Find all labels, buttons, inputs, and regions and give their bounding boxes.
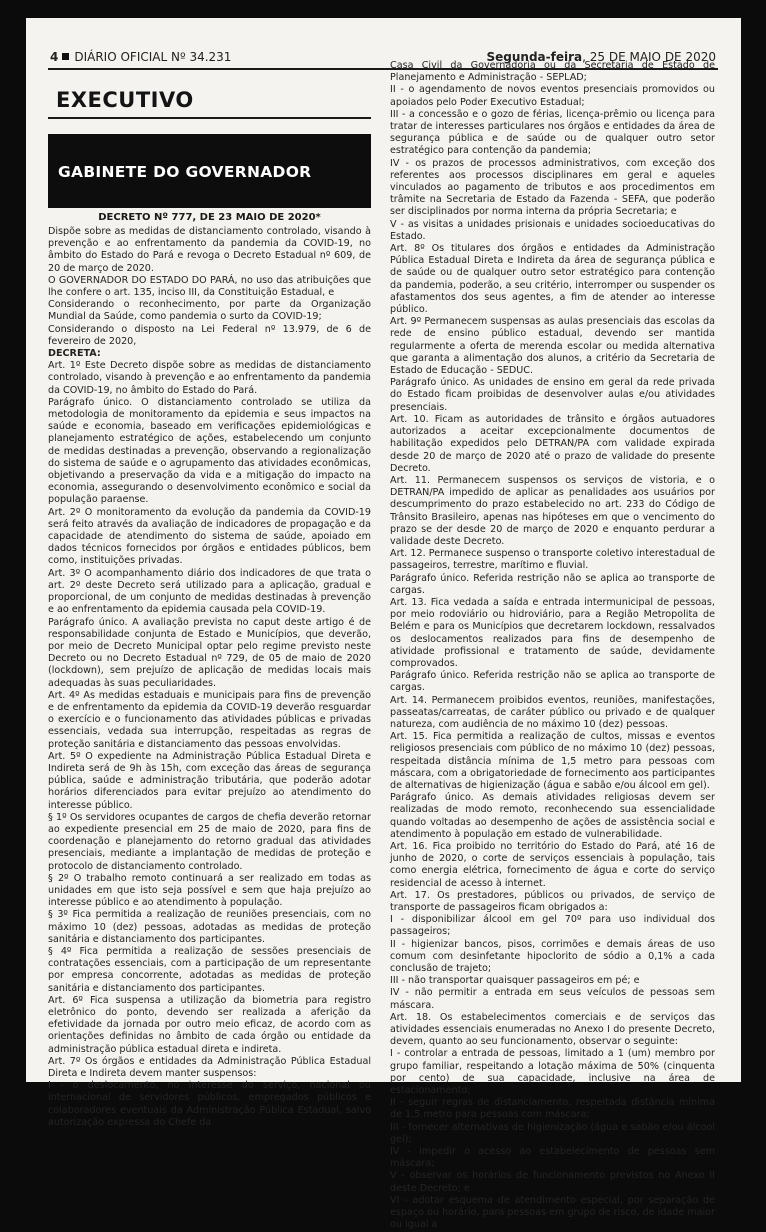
right-column-paragraph: I - disponibilizar álcool em gel 70º para uso individual dos passageiros; xyxy=(390,914,715,938)
right-column-paragraph: III - não transportar quaisquer passageiros em pé; e xyxy=(390,975,640,987)
left-column-paragraph: Art. 7º Os órgãos e entidades da Administração Pública Estadual Direta e Indireta devem manter suspensos: xyxy=(48,1055,371,1080)
right-column-paragraph: Art. 9º Permanecem suspensas as aulas presenciais das escolas da rede de ensino público estadual, devendo ser mantida regularmente a oferta de merenda escolar ou medida alternativa que garanta a alimentação dos alunos, a critério da Secretaria de Estado de Educação - SEDUC. xyxy=(390,316,715,377)
right-column-paragraph: I - controlar a entrada de pessoas, limitado a 1 (um) membro por grupo familiar, respeitando a lotação máxima de 50% (cinquenta por cento) de sua capacidade, inclusive na área de estacionamento; xyxy=(390,1048,715,1097)
right-column-body xyxy=(390,60,715,1232)
square-bullet-icon xyxy=(62,53,69,60)
left-column-paragraph: § 2º O trabalho remoto continuará a ser realizado em todas as unidades em que isto seja possível e sem que haja prejuízo ao interesse público e ao atendimento à população. xyxy=(48,872,371,909)
right-column-paragraph: Art. 17. Os prestadores, públicos ou privados, de serviço de transporte de passageiros ficam obrigados a: xyxy=(390,889,715,914)
left-column-paragraph: Considerando o disposto na Lei Federal nº 13.979, de 6 de fevereiro de 2020, xyxy=(48,323,371,347)
department-title: GABINETE DO GOVERNADOR xyxy=(58,163,312,181)
left-column-paragraph: Art. 2º O monitoramento da evolução da pandemia da COVID-19 será feito através da avaliação de indicadores de propagação e da capacidade de atendimento do sistema de saúde, apoiado em dados técnicos fornecidos por órgãos e entidades públicos, bem como, instituições privadas. xyxy=(48,506,371,567)
right-column-paragraph: Art. 11. Permanecem suspensos os serviços de vistoria, e o DETRAN/PA impedido de aplicar as penalidades aos usuários por descumprimento do prazo estabelecido no art. 233 do Código de Trânsito Brasileiro, apenas nas hipóteses em que o vencimento do prazo se der desde 20 de março de 2020 e enquanto perdurar a validade deste Decreto. xyxy=(390,474,715,547)
right-column-paragraph: IV - impedir o acesso ao estabelecimento de pessoas sem máscara; xyxy=(390,1146,715,1170)
right-column-paragraph: Art. 13. Fica vedada a saída e entrada intermunicipal de pessoas, por meio rodoviário ou hidroviário, para a Região Metropolita de Belém e para os Municípios que decretarem lockdown, ressalvados os deslocamentos realizados para fins de desempenho de atividade profissional e tratamento de saúde, devidamente comprovados. xyxy=(390,596,715,669)
right-column-paragraph: Art. 10. Ficam as autoridades de trânsito e órgãos autuadores autorizados a aceitar excepcionalmente documentos de habilitação expedidos pelo DETRAN/PA com validade expirada desde 20 de março de 2020 até o prazo de validade do presente Decreto. xyxy=(390,413,715,474)
section-title: EXECUTIVO xyxy=(56,88,194,112)
left-column-body xyxy=(48,226,371,1129)
right-column-paragraph: IV - os prazos de processos administrativos, com exceção dos referentes aos processos disciplinares em geral e aqueles vinculados ao pagamento de tributos e aos procedimentos em trâmite na Secretaria de Estado da Fazenda - SEFA, que poderão ser disciplinados por norma interna da própria Secretaria; e xyxy=(390,157,715,218)
publication-name: DIÁRIO OFICIAL Nº 34.231 xyxy=(74,50,232,64)
right-column-paragraph: Parágrafo único. As unidades de ensino em geral da rede privada do Estado ficam proibidas de desenvolver aulas e/ou atividades presenciais. xyxy=(390,377,715,413)
right-column-paragraph: Art. 14. Permanecem proibidos eventos, reuniões, manifestações, passeatas/carreatas, de caráter público ou privado e de qualquer natureza, com audiência de no máximo 10 (dez) pessoas. xyxy=(390,694,715,730)
header-weekday: Segunda-feira xyxy=(486,50,583,64)
right-column-paragraph: V - observar os horários de funcionamento previstos no Anexo II deste Decreto; e xyxy=(390,1170,715,1194)
decree-title: DECRETO Nº 777, DE 23 MAIO DE 2020* xyxy=(98,212,321,223)
left-column-paragraph: I - o deslocamento, no interesse do serviço, nacional ou internacional de servidores públicos, empregados públicos e colaboradores eventuais da Administração Pública Estadual, salvo autorização expressa do Chefe da xyxy=(48,1080,371,1128)
left-column-paragraph: Art. 6º Fica suspensa a utilização da biometria para registro eletrônico do ponto, devendo ser realizada a aferição da efetividade da jornada por outro meio eficaz, de acordo com as orientações definidas no âmbito de cada órgão ou entidade da administração pública estadual direta e indireta. xyxy=(48,994,371,1055)
left-column-paragraph: Art. 5º O expediente na Administração Pública Estadual Direta e Indireta será de 9h às 15h, com exceção das áreas de segurança pública, saúde e administração tributária, que poderão adotar horários diferenciados para evitar prejuízo ao atendimento do interesse público. xyxy=(48,750,371,811)
left-column-paragraph: Dispõe sobre as medidas de distanciamento controlado, visando à prevenção e ao enfrentamento da pandemia da COVID-19, no âmbito do Estado do Pará e revoga o Decreto Estadual nº 609, de 20 de março de 2020. xyxy=(48,226,371,274)
right-column-paragraph: Art. 16. Fica proibido no território do Estado do Pará, até 16 de junho de 2020, o corte de serviços essenciais à população, tais como energia elétrica, fornecimento de água e corte do serviço residencial de acesso à internet. xyxy=(390,841,715,889)
right-column-paragraph: II - o agendamento de novos eventos presenciais promovidos ou apoiados pelo Poder Executivo Estadual; xyxy=(390,84,715,108)
left-column-paragraph: Parágrafo único. O distanciamento controlado se utiliza da metodologia de monitoramento da epidemia e seus impactos na saúde e economia, baseado em verificações epidemiológicas e planejamento estratégico de ações, estabelecendo um conjunto de medidas destinadas a prevenção, observando a regionalização do sistema de saúde e o agrupamento das atividades econômicas, objetivando a preservação da vida e a mitigação do impacto na economia, assegurando o desenvolvimento econômico e social da população paraense. xyxy=(48,396,371,506)
left-column-paragraph: Art. 3º O acompanhamento diário dos indicadores de que trata o art. 2º deste Decreto será utilizado para a aplicação, gradual e proporcional, de um conjunto de medidas destinadas à prevenção e ao enfrentamento da epidemia causada pela COVID-19. xyxy=(48,567,371,616)
right-column-paragraph: III - fornecer alternativas de higienização (água e sabão e/ou álcool gel); xyxy=(390,1121,715,1145)
right-column-paragraph: Art. 8º Os titulares dos órgãos e entidades da Administração Pública Estadual Direta e Indireta da área de segurança pública e de saúde ou de qualquer outro setor estratégico para contenção da pandemia, poderão, a seu critério, interromper ou suspender os afastamentos dos seus agentes, a fim de atender ao interesse público. xyxy=(390,243,715,316)
right-column-paragraph: Parágrafo único. Referida restrição não se aplica ao transporte de cargas. xyxy=(390,572,715,596)
department-banner xyxy=(48,134,371,208)
right-column-paragraph: III - a concessão e o gozo de férias, licença-prêmio ou licença para tratar de interesses particulares nos órgãos e entidades da área de segurança pública e de saúde ou de qualquer outro setor estratégico para contenção da pandemia; xyxy=(390,108,715,157)
right-column-paragraph: IV - não permitir a entrada em seus veículos de pessoas sem máscara. xyxy=(390,987,715,1011)
left-column-paragraph: § 3º Fica permitida a realização de reuniões presenciais, com no máximo 10 (dez) pessoas, adotadas as medidas de proteção sanitária e distanciamento dos participantes. xyxy=(48,909,371,945)
right-column-paragraph: VI - adotar esquema de atendimento especial, por separação de espaço ou horário, para pessoas em grupo de risco, de idade maior ou igual a xyxy=(390,1194,715,1231)
section-title-rule xyxy=(48,117,371,119)
left-column-paragraph: § 1º Os servidores ocupantes de cargos de chefia deverão retornar ao expediente presencial em 25 de maio de 2020, para fins de coordenação e planejamento do retorno gradual das atividades presenciais, mediante a implantação de medidas de proteção e protocolo de distanciamento controlado. xyxy=(48,811,371,872)
header-date: , 25 DE MAIO DE 2020 xyxy=(582,50,716,64)
right-column-paragraph: Art. 18. Os estabelecimentos comerciais e de serviços das atividades essenciais enumeradas no Anexo I do presente Decreto, devem, quanto ao seu funcionamento, observar o seguinte: xyxy=(390,1011,715,1048)
left-column-paragraph: O GOVERNADOR DO ESTADO DO PARÁ, no uso das atribuições que lhe confere o art. 135, inciso III, da Constituição Estadual, e xyxy=(48,274,371,299)
right-column-paragraph: II - higienizar bancos, pisos, corrimões e demais áreas de uso comum com desinfetante hipoclorito de sódio a 0,1% a cada conclusão de trajeto; xyxy=(390,938,715,975)
newspaper-page xyxy=(26,18,741,1231)
left-column-paragraph: Considerando o reconhecimento, por parte da Organização Mundial da Saúde, como pandemia o surto da COVID-19; xyxy=(48,299,371,323)
left-column-paragraph: Art. 4º As medidas estaduais e municipais para fins de prevenção e de enfrentamento da epidemia da COVID-19 deverão resguardar o exercício e o funcionamento das atividades públicas e privadas essenciais, vedada sua interrupção, respeitadas as regras de proteção sanitária e distanciamento das pessoas envolvidas. xyxy=(48,689,371,750)
left-column-paragraph: Parágrafo único. A avaliação prevista no caput deste artigo é de responsabilidade conjunta de Estado e Municípios, que deverão, por meio de Decreto Municipal optar pelo regime previsto neste Decreto ou no Decreto Estadual nº 729, de 05 de maio de 2020 (lockdown), sem prejuízo de aplicação de medidas locais mais adequadas às suas peculiaridades. xyxy=(48,616,371,689)
right-column-paragraph: II - seguir regras de distanciamento, respeitada distância mínima de 1,5 metro para pessoas com máscara; xyxy=(390,1097,715,1121)
right-column-paragraph: Art. 12. Permanece suspenso o transporte coletivo interestadual de passageiros, terrestre, marítimo e fluvial. xyxy=(390,548,715,572)
left-column-paragraph: DECRETA: xyxy=(48,348,101,360)
right-column-paragraph: Art. 15. Fica permitida a realização de cultos, missas e eventos religiosos presenciais com público de no máximo 10 (dez) pessoas, respeitada distância mínima de 1,5 metro para pessoas com máscara, com a obrigatoriedade de fornecimento aos participantes de alternativas de higienização (água e sabão e/ou álcool em gel). xyxy=(390,731,715,791)
page-number: 4 xyxy=(50,50,59,64)
left-column-paragraph: Art. 1º Este Decreto dispõe sobre as medidas de distanciamento controlado, visando à prevenção e ao enfrentamento da pandemia da COVID-19, no âmbito do Estado do Pará. xyxy=(48,360,371,396)
right-column-paragraph: Parágrafo único. Referida restrição não se aplica ao transporte de cargas. xyxy=(390,670,715,694)
right-column-paragraph: V - as visitas a unidades prisionais e unidades socioeducativas do Estado. xyxy=(390,218,715,242)
right-column-paragraph: Parágrafo único. As demais atividades religiosas devem ser realizadas de modo remoto, reconhecendo sua essencialidade quando voltadas ao desempenho de ações de assistência social e atendimento à população em estado de vulnerabilidade. xyxy=(390,792,715,840)
right-column-paragraph: Casa Civil da Governadoria ou da Secretaria de Estado de Planejamento e Administração - SEPLAD; xyxy=(390,60,715,84)
header-left xyxy=(50,50,231,64)
left-column-paragraph: § 4º Fica permitida a realização de sessões presenciais de contratações essenciais, com a participação de um representante por empresa concorrente, adotadas as medidas de proteção sanitária e distanciamento dos participantes. xyxy=(48,945,371,994)
